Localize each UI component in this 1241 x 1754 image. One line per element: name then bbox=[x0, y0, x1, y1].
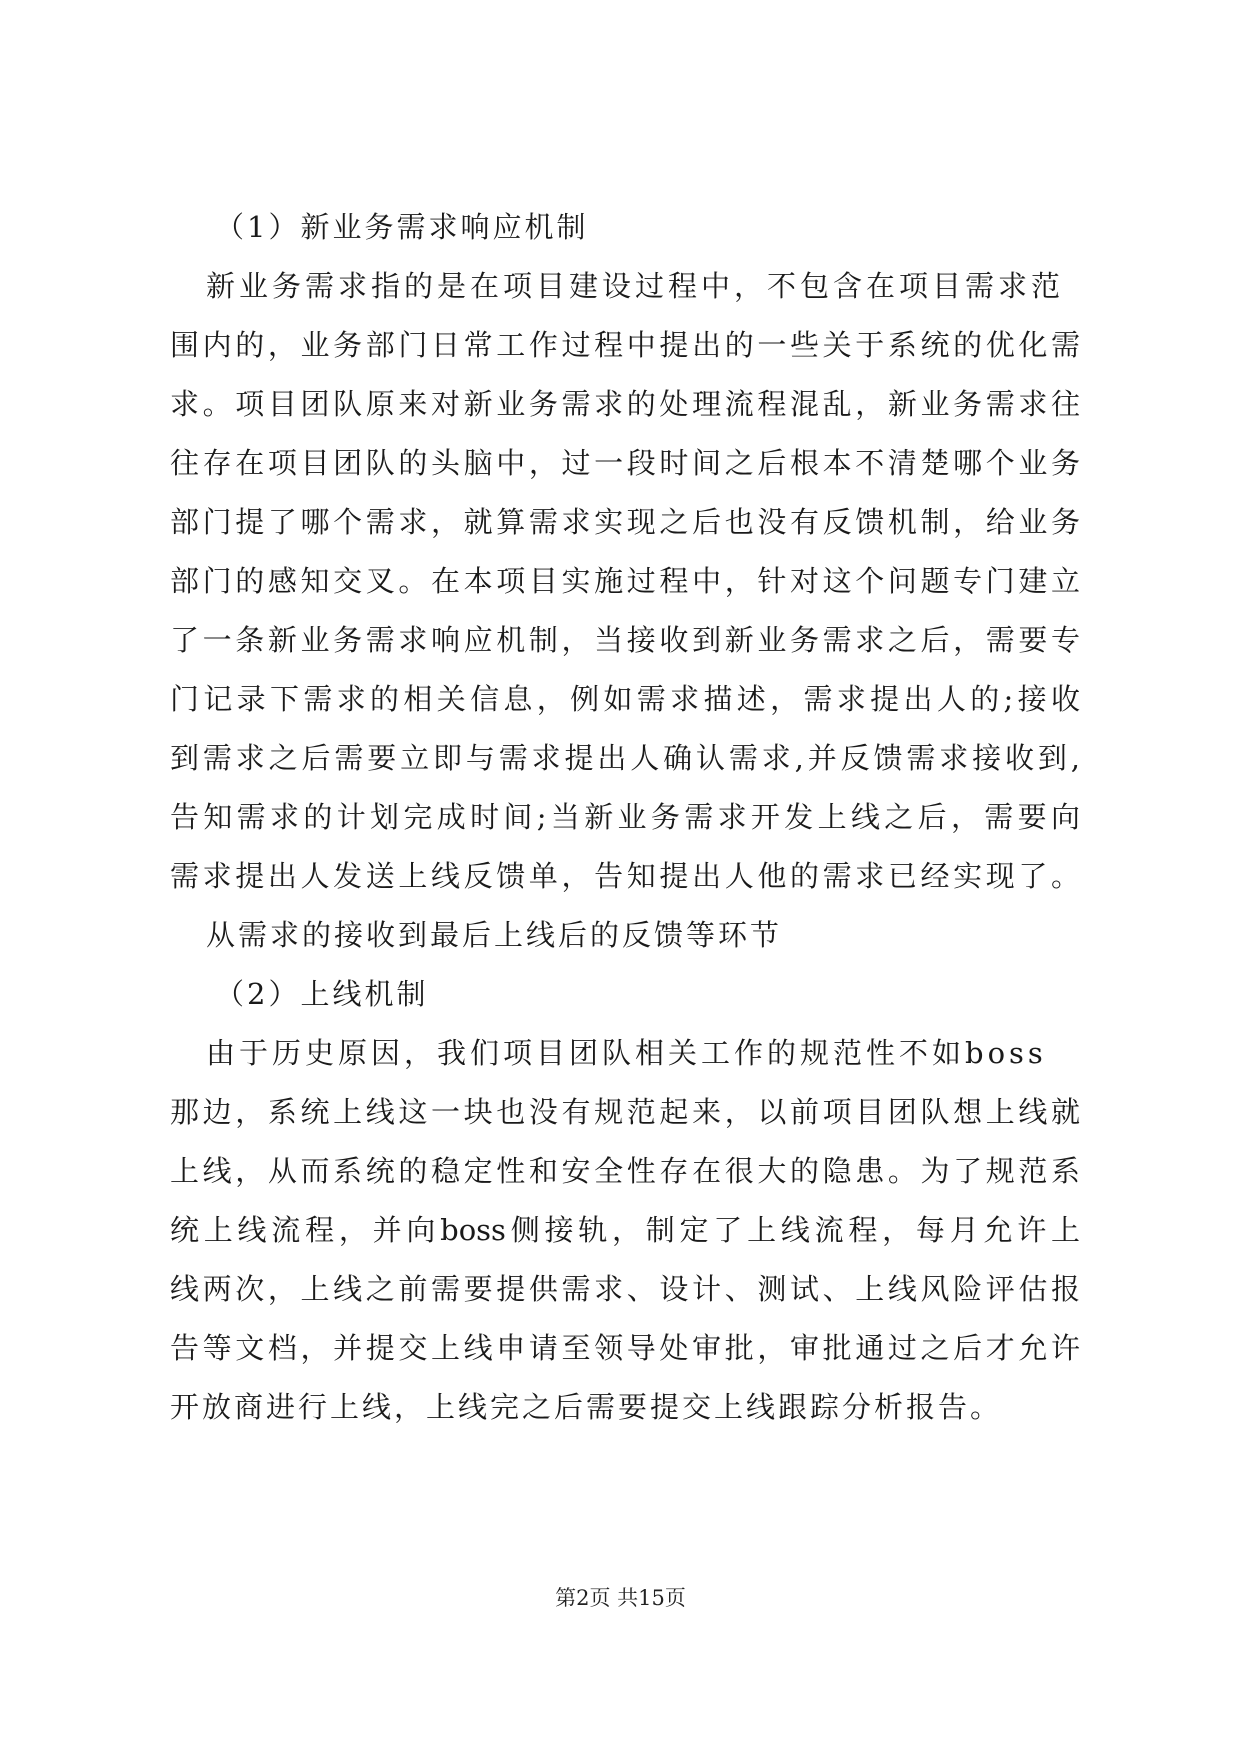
paragraph-line: 开放商进行上线，上线完之后需要提交上线跟踪分析报告。 bbox=[170, 1390, 1003, 1424]
section-heading-2: （2）上线机制 bbox=[215, 977, 429, 1011]
paragraph-line: 告等文档，并提交上线申请至领导处审批，审批通过之后才允许 bbox=[170, 1331, 1080, 1365]
paragraph-line: 门记录下需求的相关信息，例如需求描述，需求提出人的;接收 bbox=[170, 682, 1080, 716]
paragraph-line: 需求提出人发送上线反馈单，告知提出人他的需求已经实现了。 bbox=[170, 859, 1080, 893]
paragraph-line: 由于历史原因，我们项目团队相关工作的规范性不如boss bbox=[206, 1036, 1047, 1070]
paragraph-line: 告知需求的计划完成时间;当新业务需求开发上线之后，需要向 bbox=[170, 800, 1080, 834]
paragraph-line: 从需求的接收到最后上线后的反馈等环节 bbox=[206, 918, 783, 952]
paragraph-line: 求。项目团队原来对新业务需求的处理流程混乱，新业务需求往 bbox=[170, 387, 1080, 421]
paragraph-line: 往存在项目团队的头脑中，过一段时间之后根本不清楚哪个业务 bbox=[170, 446, 1080, 480]
paragraph-line: 部门的感知交叉。在本项目实施过程中，针对这个问题专门建立 bbox=[170, 564, 1080, 598]
paragraph-line: 围内的，业务部门日常工作过程中提出的一些关于系统的优化需 bbox=[170, 328, 1080, 362]
paragraph-line: 了一条新业务需求响应机制，当接收到新业务需求之后，需要专 bbox=[170, 623, 1080, 657]
paragraph-line: 上线，从而系统的稳定性和安全性存在很大的隐患。为了规范系 bbox=[170, 1154, 1080, 1188]
paragraph-line: 统上线流程，并向boss侧接轨，制定了上线流程，每月允许上 bbox=[170, 1213, 1080, 1247]
paragraph-line: 部门提了哪个需求，就算需求实现之后也没有反馈机制，给业务 bbox=[170, 505, 1080, 539]
page-number-footer: 第2页 共15页 bbox=[555, 1586, 686, 1610]
paragraph-line: 新业务需求指的是在项目建设过程中，不包含在项目需求范 bbox=[206, 269, 1065, 303]
section-heading-1: （1）新业务需求响应机制 bbox=[215, 210, 589, 244]
paragraph-line: 那边，系统上线这一块也没有规范起来，以前项目团队想上线就 bbox=[170, 1095, 1080, 1129]
paragraph-line: 线两次，上线之前需要提供需求、设计、测试、上线风险评估报 bbox=[170, 1272, 1080, 1306]
paragraph-line: 到需求之后需要立即与需求提出人确认需求,并反馈需求接收到, bbox=[170, 741, 1080, 775]
